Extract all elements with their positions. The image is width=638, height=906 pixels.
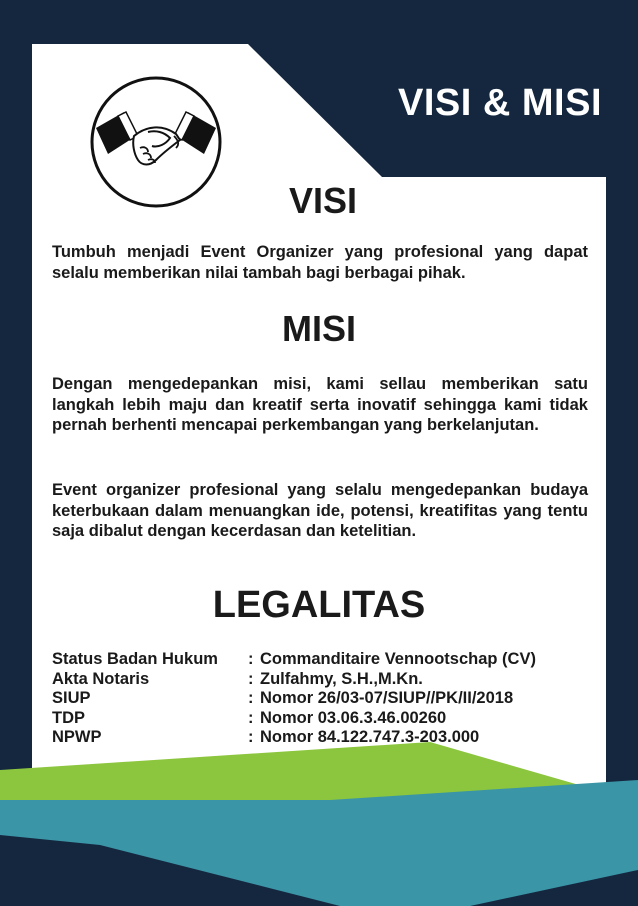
misi-paragraph-2: Event organizer profesional yang selalu mengedepankan budaya keterbukaan dalam menuangkan ide, potensi, kreatifitas yang tentu saja dibalut dengan kecerdasan dan ketelitian. — [52, 481, 588, 540]
legal-value: Commanditaire Vennootschap (CV) — [260, 650, 536, 668]
legal-value: Nomor 03.06.3.46.00260 — [260, 708, 447, 727]
legal-value: Zulfahmy, S.H.,M.Kn. — [260, 669, 423, 688]
legal-separator: : — [248, 728, 254, 746]
legal-row-status-badan-hukum — [52, 650, 536, 670]
misi-paragraph-1: Dengan mengedepankan misi, kami sellau memberikan satu langkah lebih maju dan kreatif serta inovatif sehingga kami tidak pernah berhenti mencapai perkembangan yang berkelanjutan. — [52, 375, 588, 434]
legal-separator: : — [248, 689, 254, 707]
legal-row-npwp — [52, 728, 536, 748]
legalitas-table — [52, 650, 536, 748]
legalitas-heading: LEGALITAS — [212, 584, 426, 626]
legal-separator: : — [248, 708, 254, 727]
legal-value: Nomor 26/03-07/SIUP//PK/II/2018 — [260, 689, 514, 707]
legal-separator: : — [248, 650, 254, 668]
legal-label: TDP — [52, 708, 85, 727]
misi-heading: MISI — [281, 308, 356, 349]
page-title: VISI & MISI — [398, 82, 602, 124]
legal-row-akta-notaris — [52, 670, 536, 690]
legal-label: Akta Notaris — [52, 669, 150, 688]
legal-separator: : — [248, 669, 254, 688]
legal-label: NPWP — [52, 728, 102, 746]
legal-label: SIUP — [52, 689, 91, 707]
legal-label: Status Badan Hukum — [52, 650, 218, 668]
visi-heading: VISI — [288, 180, 358, 221]
legal-row-tdp — [52, 709, 536, 729]
legal-value: Nomor 84.122.747.3-203.000 — [260, 728, 480, 746]
visi-text: Tumbuh menjadi Event Organizer yang profesional yang dapat selalu memberikan nilai tambah bagi berbagai pihak. — [52, 243, 588, 282]
legal-row-siup — [52, 689, 536, 709]
